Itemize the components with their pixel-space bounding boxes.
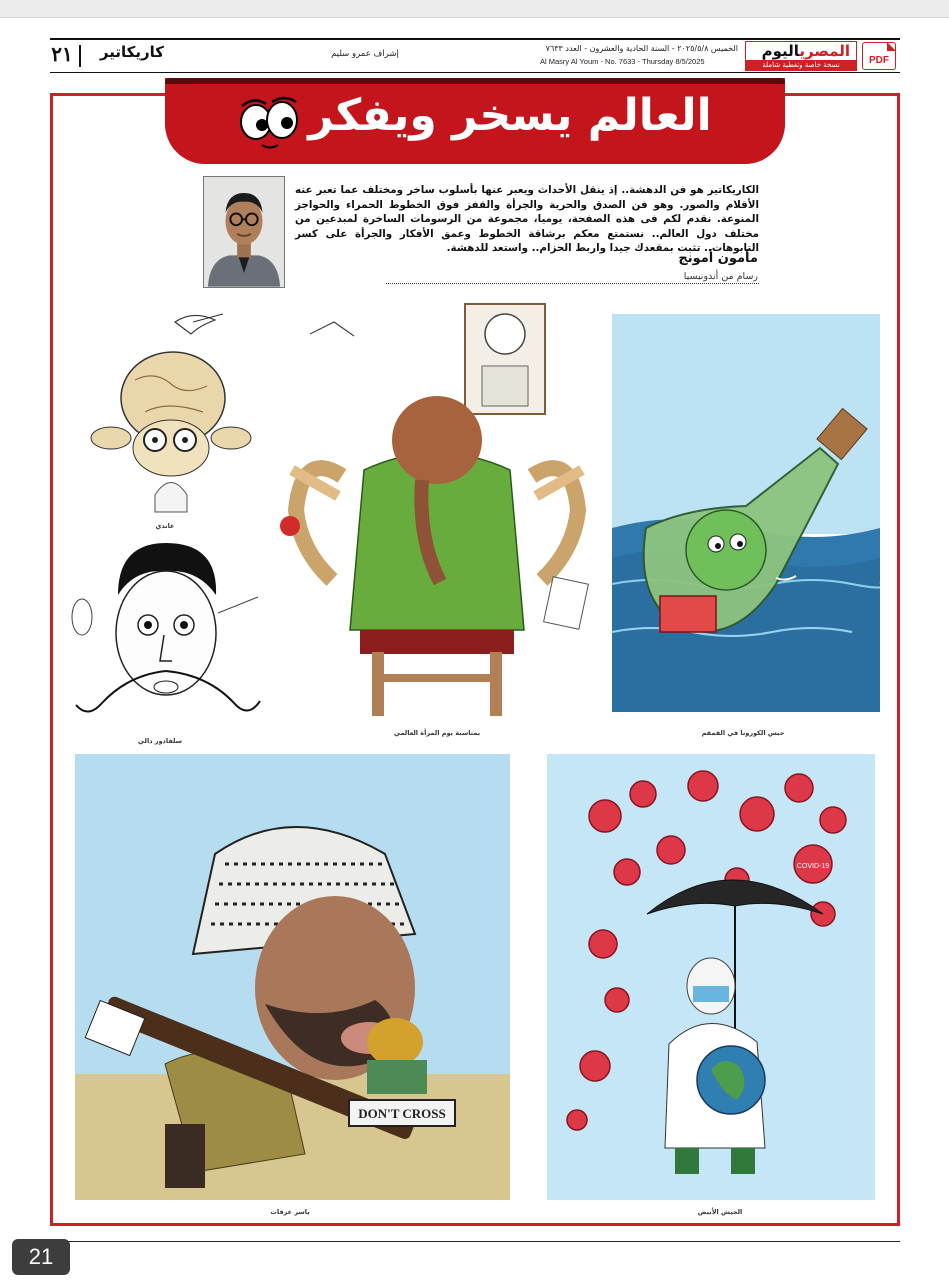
author-role: رسام من أندونيسيا: [683, 271, 758, 282]
page-number-badge[interactable]: 21: [12, 1239, 70, 1275]
viewer-top-bar: [0, 0, 949, 18]
virus-covid-label: COVID-19: [796, 863, 830, 870]
page-supervisor: إشراف عمرو سليم: [331, 49, 399, 59]
header-separator: [79, 45, 81, 67]
cartoon-corona-bottle: [612, 314, 880, 712]
logo-tagline: نسخة خاصة وتغطية شاملة: [746, 60, 856, 70]
header-page-number: ٢١: [51, 44, 73, 66]
header-rule-top: [50, 38, 900, 40]
dotted-divider: [386, 283, 759, 284]
intro-paragraph: الكاريكاتير هو فن الدهشة.. إذ ينقل الأحداث ويعبر عنها بأسلوب ساخر ومختلف عما تعبر عنه الأقلام والصور. وهو فن الصدق والحرية والجرأة والقفز فوق الخطوط الحمراء والحواجز المنوعة. نقدم لكم فى هذه الصفحة، يوميا، مجموعة من الرسومات الساخرة لمبدعين من مختلف دول العالم.. نستمتع معكم برشاقة الخطوط وعمق الأفكار والجرأة على كسر التابوهات.. تثبت بمقعدك جيدا واربط الحزام.. واستعد للدهشة.: [295, 184, 759, 254]
issue-info-english: Al Masry Al Youm - No. 7633 - Thursday 8/5/2025: [540, 57, 705, 66]
cartoon-white-army: [547, 754, 875, 1200]
header-rule-bottom: [50, 72, 900, 73]
cartoon-gandhi: [75, 300, 260, 520]
cartoon-yasser-arafat: [75, 754, 510, 1200]
newspaper-logo: [745, 41, 857, 71]
caption-womens-day: بمناسبة يوم المرأة العالمي: [393, 729, 481, 737]
section-title: كاريكاتير: [99, 43, 164, 61]
cartoon-dali: [68, 535, 268, 725]
caption-white-army: الجيش الأبيض: [697, 1208, 743, 1216]
googly-eyes-icon: [234, 92, 304, 152]
sign-dont-cross: DON'T CROSS: [358, 1106, 446, 1121]
pdf-icon[interactable]: PDF: [862, 42, 896, 70]
author-name: مأمون أمونج: [678, 251, 758, 266]
caption-gandhi: غاندي: [155, 522, 175, 530]
issue-info-arabic: الخميس ٢٠٢٥/٥/٨ - السنة الحادية والعشرون - العدد ٧٦٣٣: [545, 44, 738, 53]
caption-corona-bottle: حبس الكورونا في القمقم: [701, 729, 785, 737]
cartoon-womens-day: [272, 300, 602, 725]
author-photo: [203, 176, 285, 288]
logo-prefix: المصري: [799, 42, 850, 60]
page-title: العالم يسخر ويفكر: [308, 90, 712, 141]
caption-yasser-arafat: ياسر عرفات: [270, 1208, 310, 1216]
logo-suffix: اليوم: [761, 42, 800, 60]
footer-rule: [50, 1241, 900, 1242]
caption-dali: سلفادور دالي: [137, 737, 183, 745]
